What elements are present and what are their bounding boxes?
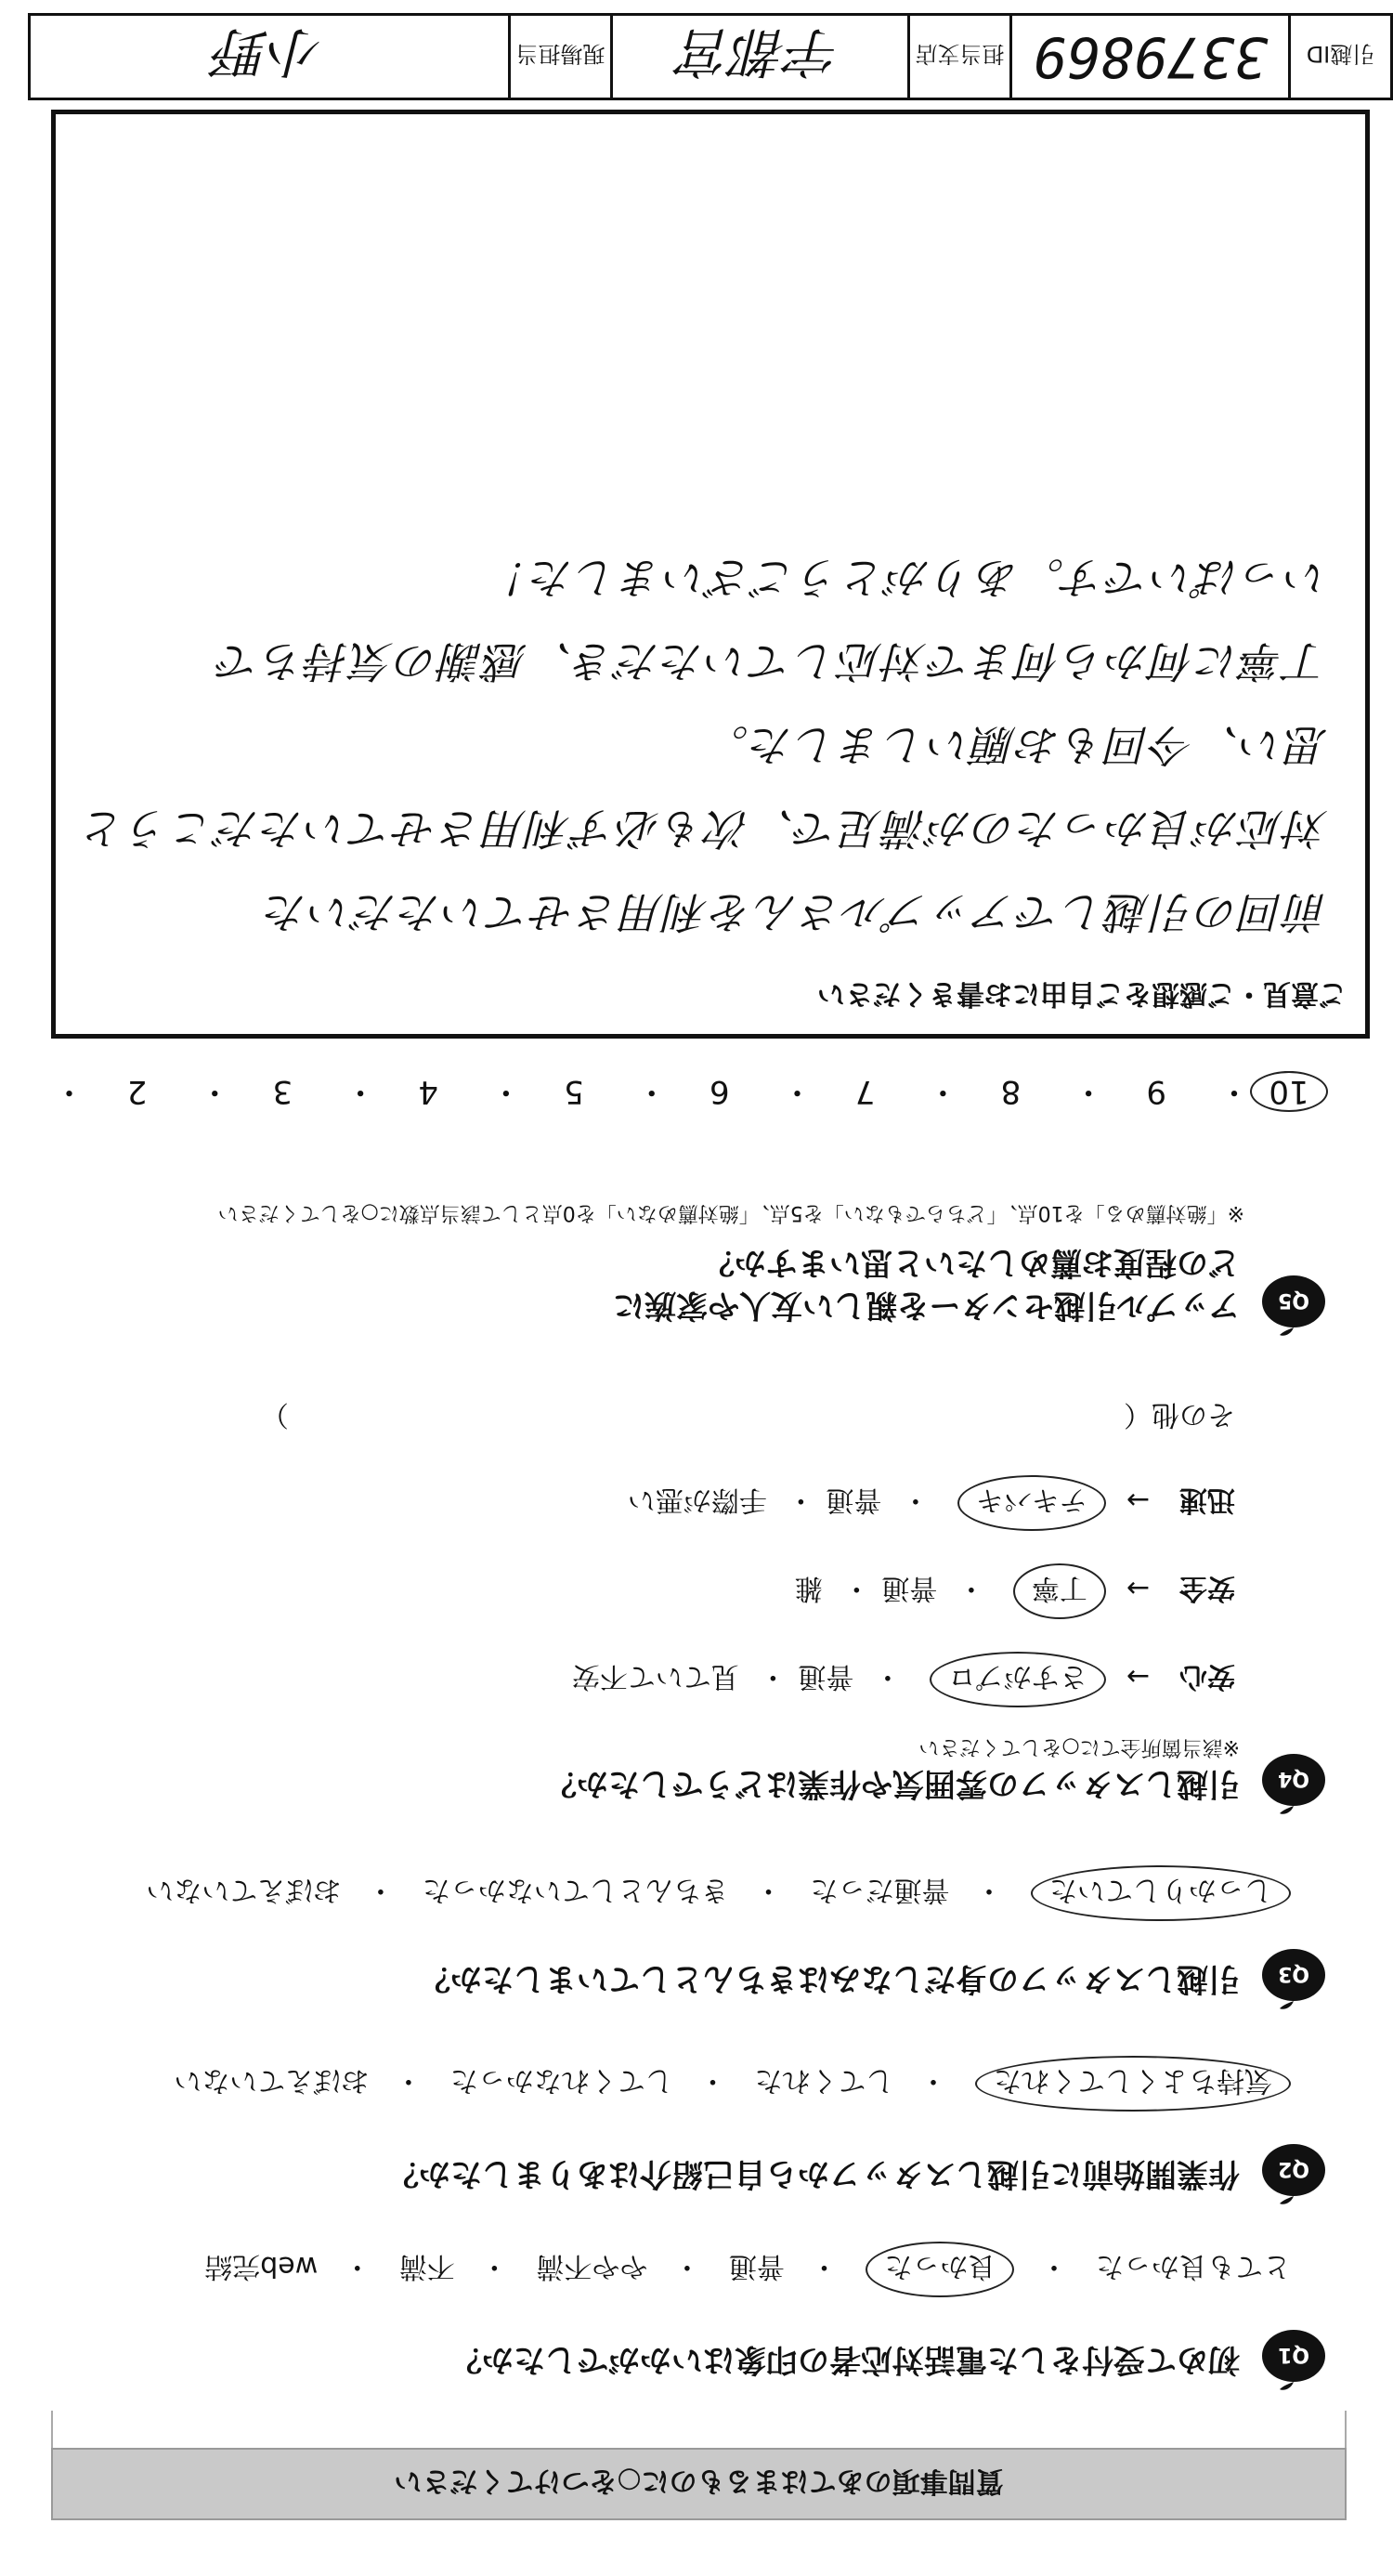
- q5-note: ※「絶対薦める」を10点、「どちらでもない」を5点、「絶対薦めない」を0点として該当点数に○をしてください: [217, 1201, 1244, 1224]
- svg-text:Q3: Q3: [1277, 1962, 1310, 1985]
- q3-option[interactable]: おぼえていない: [146, 1874, 342, 1906]
- q1-option[interactable]: やや不満: [536, 2250, 648, 2282]
- question-4-text: 引越しスタッフの雰囲気や作業はどうでしたか？: [545, 1765, 1240, 1802]
- q3-option[interactable]: 普通だった: [810, 1874, 950, 1906]
- leader-label: 現場担当: [508, 16, 610, 98]
- scale-option[interactable]: 5: [564, 1073, 584, 1110]
- q1-option[interactable]: 普通: [728, 2250, 785, 2282]
- comment-line: いっぱいです。ありがとうございました！: [484, 553, 1328, 603]
- row-key: 安全: [1179, 1572, 1235, 1604]
- q2-options: 気持ちよくしてくれた・ してくれた・ してくれなかった・ おぼえていない: [157, 2056, 1291, 2112]
- svg-text:Q2: Q2: [1277, 2157, 1310, 2180]
- scale-option[interactable]: 9: [1146, 1073, 1167, 1110]
- row-key: 迅速: [1179, 1484, 1235, 1516]
- q2-option-selected[interactable]: 気持ちよくしてくれた: [975, 2056, 1291, 2112]
- q4-option[interactable]: 手際が悪い: [627, 1484, 767, 1516]
- comments-title: ご意見・ご感想をご自由にお書きください: [817, 977, 1347, 1010]
- apple-badge-icon: [1259, 1750, 1328, 1819]
- comment-line: 前回の引越しでアップルさんを利用させていただいた: [263, 887, 1328, 937]
- apple-badge-icon: [1259, 1945, 1328, 2014]
- q4-note: ※該当箇所全てに○をしてください: [918, 1735, 1240, 1759]
- q4-option[interactable]: 普通: [826, 1484, 882, 1516]
- q4-option[interactable]: 雑: [794, 1572, 823, 1604]
- q1-options: とても良かった・ 良かった・ 普通・ やや不満・ 不満・ web完結: [188, 2242, 1291, 2297]
- q1-option[interactable]: とても良かった: [1096, 2250, 1291, 2282]
- banner-edge: [51, 2411, 1347, 2448]
- instruction-banner: 質問事項のあてはまるものに○をつけてください: [51, 2448, 1347, 2520]
- q3-options: しっかりしていた・ 普通だった・ きちんとしていなかった・ おぼえていない: [129, 1865, 1291, 1921]
- comments-box: [51, 110, 1370, 1039]
- q2-option[interactable]: してくれなかった: [449, 2064, 673, 2097]
- svg-text:Q4: Q4: [1277, 1767, 1310, 1790]
- id-label: 引越ID: [1288, 16, 1390, 98]
- q3-option-selected[interactable]: しっかりしていた: [1031, 1865, 1291, 1921]
- arrow-icon: →: [1126, 1484, 1151, 1516]
- question-5-line2: どの程度お薦めしたいと思いますか？: [703, 1244, 1240, 1281]
- scale-option[interactable]: 3: [272, 1073, 293, 1110]
- q1-option[interactable]: 不満: [398, 2250, 455, 2282]
- q4-other: [261, 1397, 1235, 1438]
- q4-option-selected[interactable]: テキパキ: [957, 1475, 1106, 1531]
- scale-option[interactable]: 8: [1000, 1073, 1022, 1110]
- other-close: ）: [260, 1398, 289, 1431]
- branch-label: 担当支店: [907, 16, 1009, 98]
- header-table: [28, 13, 1393, 100]
- q4-option-selected[interactable]: さすがプロ: [930, 1652, 1106, 1707]
- q4-option-selected[interactable]: 丁寧: [1013, 1563, 1106, 1619]
- question-1-text: 初めて受付をした電話対応者の印象はいかがでしたか？: [450, 2341, 1240, 2378]
- q4-option[interactable]: 見ていて不安: [571, 1660, 739, 1693]
- apple-badge-icon: [1259, 2326, 1328, 2395]
- q4-row-anzen: 安全 → 丁寧・ 普通・ 雑: [795, 1563, 1235, 1619]
- q2-option[interactable]: おぼえていない: [174, 2064, 370, 2097]
- leader-value: 小野: [215, 20, 324, 84]
- question-2-text: 作業開始前に引越しスタッフから自己紹介はありましたか？: [387, 2155, 1240, 2192]
- q3-option[interactable]: きちんとしていなかった: [422, 1874, 729, 1906]
- comment-line: 対応が良かったのが満足で、次も必ず利用させていただこうと: [80, 804, 1328, 854]
- scale-option[interactable]: 6: [709, 1073, 730, 1110]
- question-3-text: 引越しスタッフの身だしなみはきちんとしていましたか？: [419, 1960, 1240, 1997]
- q1-option[interactable]: web完結: [204, 2250, 319, 2282]
- scale-option[interactable]: 2: [126, 1073, 148, 1110]
- other-label: その他（: [1124, 1398, 1235, 1431]
- svg-text:Q5: Q5: [1277, 1288, 1310, 1312]
- q5-scale: 10・ 9・ 8・ 7・ 6・ 5・ 4・ 3・ 2・: [0, 1071, 1328, 1118]
- scale-option[interactable]: 7: [854, 1073, 876, 1110]
- q1-option-selected[interactable]: 良かった: [866, 2242, 1014, 2297]
- svg-text:Q1: Q1: [1277, 2343, 1310, 2366]
- q2-option[interactable]: してくれた: [754, 2064, 894, 2097]
- arrow-icon: →: [1126, 1572, 1151, 1604]
- branch-value: 宇都宮: [610, 16, 907, 98]
- question-5-line1: アップル引越センターを親しい友人や家族に: [613, 1287, 1240, 1324]
- arrow-icon: →: [1126, 1660, 1151, 1693]
- apple-badge-icon: [1259, 2140, 1328, 2209]
- apple-badge-icon: [1259, 1272, 1328, 1340]
- row-key: 安心: [1179, 1660, 1235, 1693]
- q4-row-jinsoku: 迅速 → テキパキ・ 普通・ 手際が悪い: [628, 1475, 1235, 1531]
- q4-row-anshin: 安心 → さすがプロ・ 普通・ 見ていて不安: [572, 1652, 1235, 1707]
- scale-option[interactable]: [0, 1073, 44, 1110]
- scale-option[interactable]: 4: [418, 1073, 438, 1110]
- comment-line: 丁寧に何から何まで対応していただき、感謝の気持ちで: [215, 636, 1328, 686]
- comment-line: 思い、今回もお願いしました。: [704, 720, 1328, 770]
- id-value: 3379869: [1009, 16, 1288, 98]
- scale-option-selected[interactable]: 10: [1250, 1071, 1328, 1112]
- q4-option[interactable]: 普通: [798, 1660, 854, 1693]
- q4-option[interactable]: 普通: [881, 1572, 938, 1604]
